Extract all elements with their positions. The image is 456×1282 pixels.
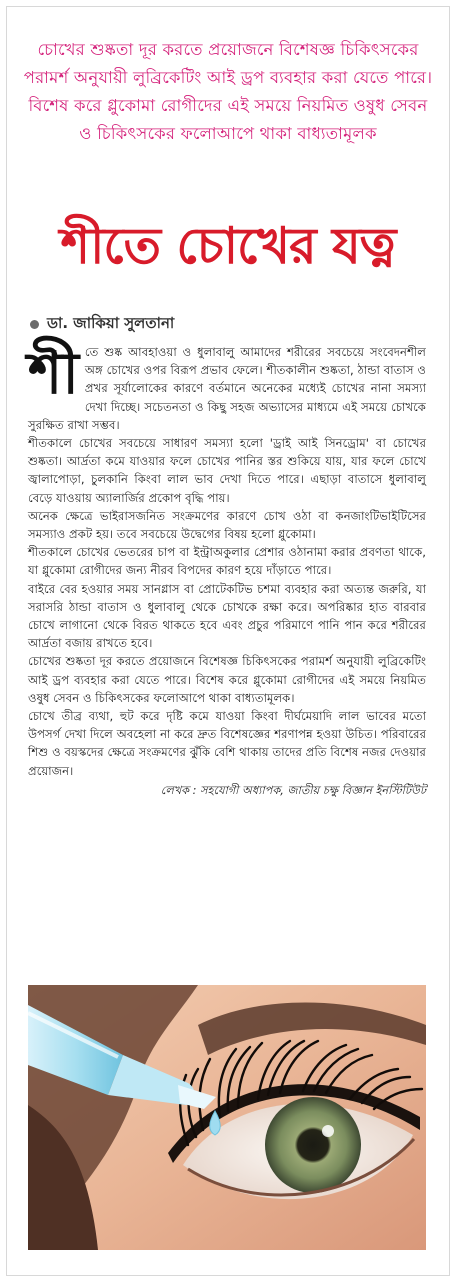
article-paragraph: শীতকালে চোখের ভেতরের চাপ বা ইন্ট্রাঅকুলার প্রেশার ওঠানামা করার প্রবণতা থাকে, যা গ্লুকোমা রোগীদের জন্য নীরব বিপদের কারণ হয়ে দাঁড়াতে পারে।: [28, 545, 426, 578]
pull-quote: চোখের শুষ্কতা দূর করতে প্রয়োজনে বিশেষজ্ঞ চিকিৎসকের পরামর্শ অনুযায়ী লুব্রিকেটিং আই ড্রপ ব্যবহার করা যেতে পারে। বিশেষ করে গ্লুকোমা রোগীদের এই সময়ে নিয়মিত ওষুধ সেবন ও চিকিৎসকের ফলোআপে থাকা বাধ্যতামূলক: [23, 40, 433, 143]
drop-cap: শী: [28, 339, 79, 407]
iris: [265, 1097, 361, 1193]
article-paragraph: অনেক ক্ষেত্রে ভাইরাসজনিত সংক্রমণের কারণে চোখ ওঠা বা কনজাংটিভাইটিসের সমস্যাও প্রকট হয়। তবে সবচেয়ে উদ্বেগের বিষয় হলো গ্লুকোমা।: [28, 508, 426, 542]
byline: [30, 311, 174, 337]
article-paragraph: চোখের শুষ্কতা দূর করতে প্রয়োজনে বিশেষজ্ঞ চিকিৎসকের পরামর্শ অনুযায়ী লুব্রিকেটিং আই ড্রপ ব্যবহার করা যেতে পারে। বিশেষ করে গ্লুকোমা রোগীদের এই সময়ে নিয়মিত ওষুধ সেবন ও চিকিৎসকের ফলোআপে থাকা বাধ্যতামূলক।: [28, 654, 426, 705]
article-body: [28, 339, 426, 800]
headline: শীতে চোখের যত্ন: [60, 217, 396, 275]
eye-drop-photo: [28, 985, 426, 1250]
article-paragraph: [28, 339, 426, 434]
author-name: ডা. জাকিয়া সুলতানা: [47, 313, 175, 332]
eye-drop-illustration: [28, 985, 426, 1250]
bullet-icon: [30, 320, 39, 329]
article-paragraph: বাইরে বের হওয়ার সময় সানগ্লাস বা প্রোটেকটিভ চশমা ব্যবহার করা অত্যন্ত জরুরি, যা সরাসরি ঠান্ডা বাতাস ও ধুলাবালু থেকে চোখকে রক্ষা করে। অপরিষ্কার হাত বারবার চোখে লাগানো থেকে বিরত থাকতে হবে এবং প্রচুর পরিমাণে পানি পান করে শরীরের আর্দ্রতা বজায় রাখতে হবে।: [28, 581, 426, 651]
eye-highlight: [322, 1125, 334, 1137]
paragraph-text: তে শুষ্ক আবহাওয়া ও ধুলাবালু আমাদের শরীরের সবচেয়ে সংবেদনশীল অঙ্গ চোখের ওপর বিরূপ প্রভাব ফেলে। শীতকালীন শুষ্কতা, ঠান্ডা বাতাস ও প্রখর সূর্যালোকের কারণে বর্তমানে অনেকের মধ্যেই চোখের নানা সমস্যা দেখা দিচ্ছে। সচেতনতা ও কিছু সহজ অভ্যাসের মাধ্যমে এই সময়ে চোখকে সুরক্ষিত রাখা সম্ভব।: [28, 345, 426, 432]
article-paragraph: শীতকালে চোখের সবচেয়ে সাধারণ সমস্যা হলো 'ড্রাই আই সিনড্রোম' বা চোখের শুষ্কতা। আর্দ্রতা কমে যাওয়ার ফলে চোখের পানির স্তর শুকিয়ে যায়, যার ফলে চোখে জ্বালাপোড়া, চুলকানি কিংবা লাল ভাব দেখা দিতে পারে। এছাড়া বাতাসে ধুলাবালু বেড়ে যাওয়ায় অ্যালার্জির প্রকোপ বৃদ্ধি পায়।: [28, 436, 426, 505]
author-credit: লেখক : সহযোগী অধ্যাপক, জাতীয় চক্ষু বিজ্ঞান ইনস্টিটিউট: [160, 783, 426, 797]
article-paragraph: চোখে তীব্র ব্যথা, হুট করে দৃষ্টি কমে যাওয়া কিংবা দীর্ঘমেয়াদি লাল ভাবের মতো উপসর্গ দেখা দিলে অবহেলা না করে দ্রুত বিশেষজ্ঞের শরণাপন্ন হওয়া উচিত। পরিবারের শিশু ও বয়স্কদের ক্ষেত্রে সংক্রমণের ঝুঁকি বেশি থাকায় তাদের প্রতি বিশেষ নজর দেওয়ার প্রয়োজন।: [28, 709, 426, 778]
